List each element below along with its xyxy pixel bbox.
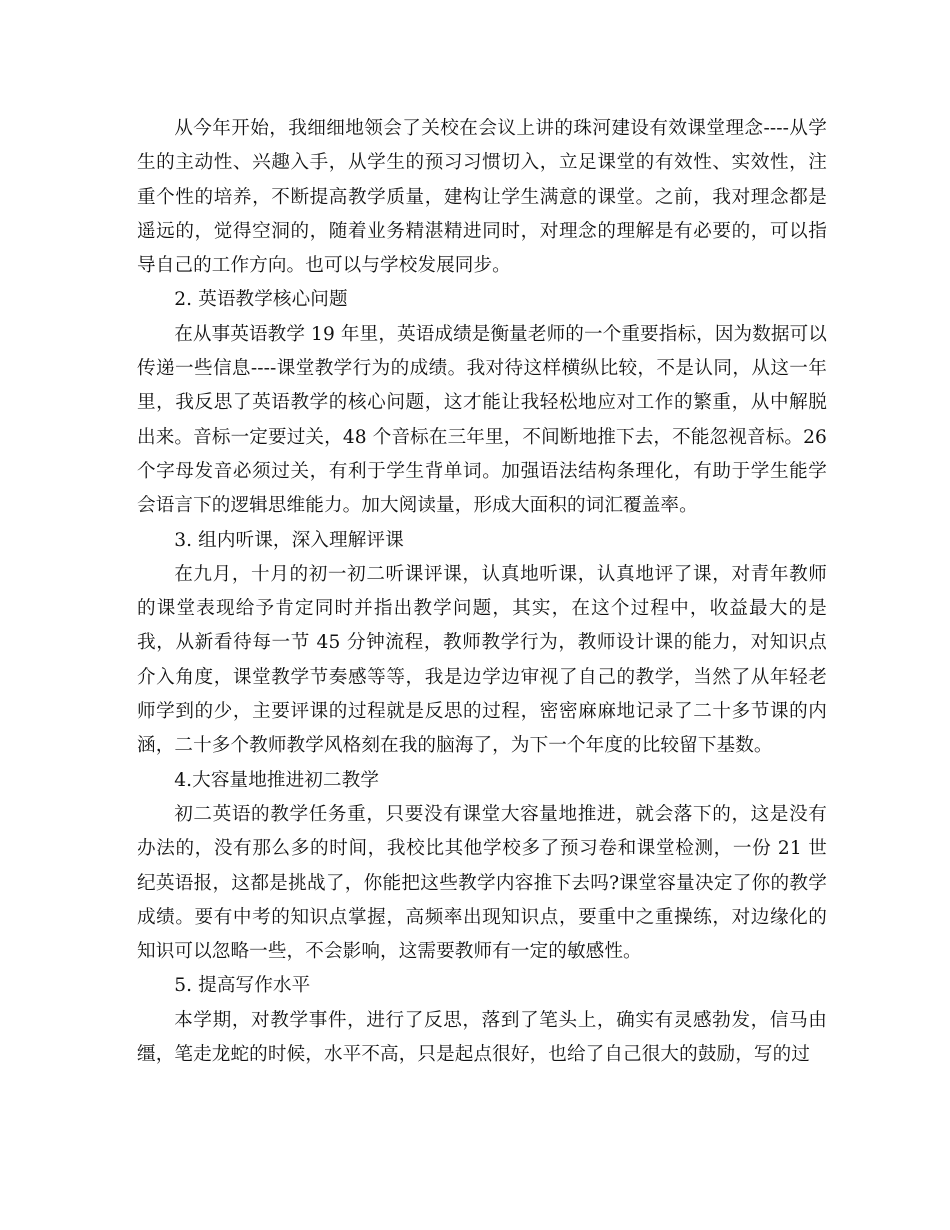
paragraph-intro: 从今年开始，我细细地领会了关校在会议上讲的珠河建设有效课堂理念----从学生的主动性、兴趣入手，从学生的预习习惯切入，立足课堂的有效性、实效性，注重个性的培养，不断提高教学质量，建构让学生满意的课堂。之前，我对理念都是遥远的，觉得空洞的，随着业务精湛精进同时，对理念的理解是有必要的，可以指导自己的工作方向。也可以与学校发展同步。 bbox=[137, 118, 827, 277]
section-heading-3: 3. 组内听课，深入理解评课 bbox=[174, 529, 404, 551]
section-heading-2: 2. 英语教学核心问题 bbox=[174, 289, 348, 311]
section-heading-4: 4.大容量地推进初二教学 bbox=[174, 769, 380, 791]
paragraph-section-2: 在从事英语教学 19 年里，英语成绩是衡量老师的一个重要指标，因为数据可以传递一些信息----课堂教学行为的成绩。我对待这样横纵比较，不是认同，从这一年里，我反思了英语教学的核心问题，这才能让我轻松地应对工作的繁重，从中解脱出来。音标一定要过关，48 个音标在三年里，不间断地推下去，不能忽视音标。26 个字母发音必须过关，有利于学生背单词。加强语法结构条理化，有助于学生能学会语言下的逻辑思维能力。加大阅读量，形成大面积的词汇覆盖率。 bbox=[137, 323, 827, 517]
paragraph-section-5: 本学期，对教学事件，进行了反思，落到了笔头上，确实有灵感勃发，信马由缰，笔走龙蛇的时候，水平不高，只是起点很好，也给了自己很大的鼓励，写的过 bbox=[137, 1009, 827, 1066]
paragraph-section-4: 初二英语的教学任务重，只要没有课堂大容量地推进，就会落下的，这是没有办法的，没有那么多的时间，我校比其他学校多了预习卷和课堂检测，一份 21 世纪英语报，这都是挑战了，你能把这些教学内容推下去吗?课堂容量决定了你的教学成绩。要有中考的知识点掌握，高频率出现知识点，要重中之重操练，对边缘化的知识可以忽略一些，不会影响，这需要教师有一定的敏感性。 bbox=[137, 803, 827, 963]
document-body bbox=[137, 112, 827, 1072]
paragraph-section-3: 在九月，十月的初一初二听课评课，认真地听课，认真地评了课，对青年教师的课堂表现给予肯定同时并指出教学问题，其实，在这个过程中，收益最大的是我，从新看待每一节 45 分钟流程，教师教学行为，教师设计课的能力，对知识点介入角度，课堂教学节奏感等等，我是边学边审视了自己的教学，当然了从年轻老师学到的少，主要评课的过程就是反思的过程，密密麻麻地记录了二十多节课的内涵，二十多个教师教学风格刻在我的脑海了，为下一个年度的比较留下基数。 bbox=[137, 563, 827, 757]
section-heading-5: 5. 提高写作水平 bbox=[174, 975, 311, 997]
